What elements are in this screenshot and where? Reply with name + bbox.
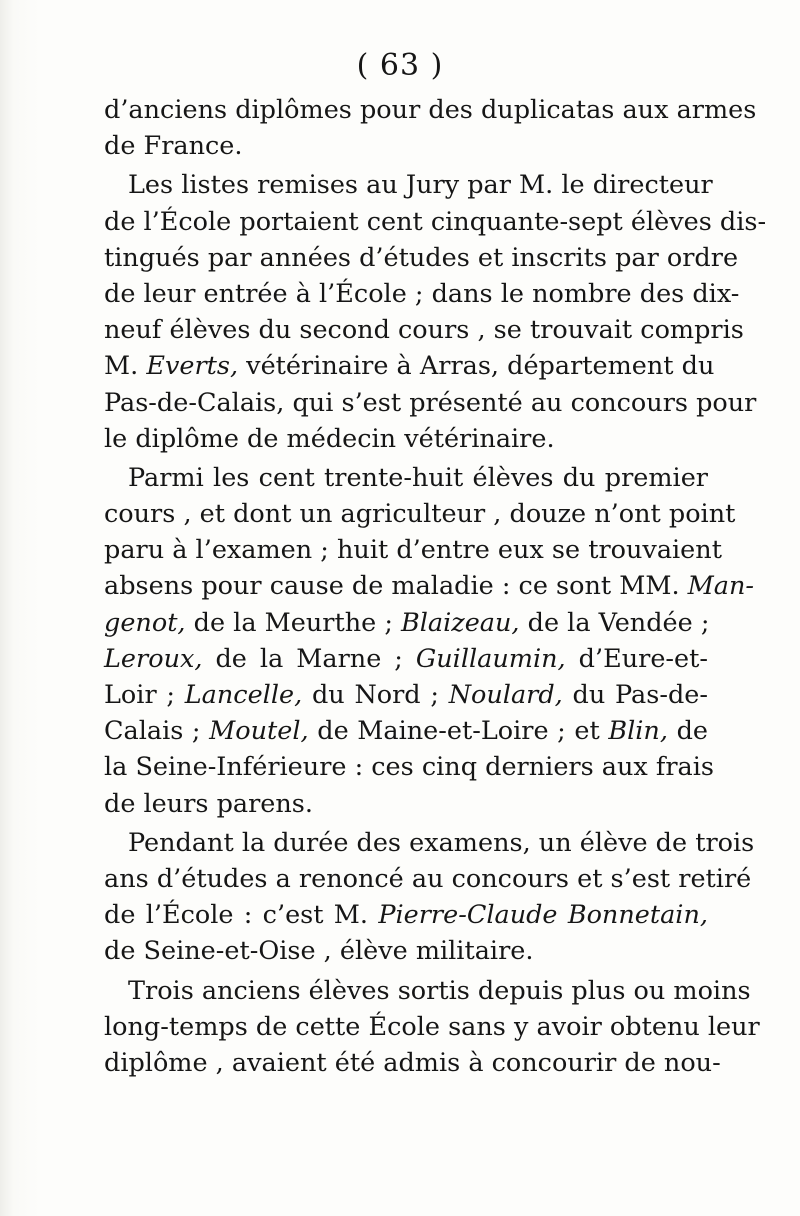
text-segment: Loir ; xyxy=(104,680,185,710)
italic-name: Leroux, xyxy=(104,643,203,674)
text-segment: absens pour cause de maladie : ce sont MM. xyxy=(104,571,688,602)
text-line xyxy=(104,861,752,897)
text-line xyxy=(104,605,708,641)
text-line xyxy=(104,568,755,604)
text-line xyxy=(104,240,739,276)
text-line xyxy=(104,1009,760,1045)
text-line xyxy=(104,641,708,677)
italic-name: Guillaumin, xyxy=(415,643,566,674)
text-line xyxy=(104,460,708,496)
text-segment: d’Eure-et- xyxy=(565,643,708,674)
text-line xyxy=(104,312,744,348)
text-line xyxy=(104,897,708,933)
text-segment: d’anciens diplômes pour des duplicatas aux armes xyxy=(104,95,757,125)
text-line xyxy=(104,749,714,785)
body-text xyxy=(104,92,767,1081)
text-segment: de xyxy=(667,716,708,747)
text-line xyxy=(104,276,740,312)
italic-name: Everts, xyxy=(146,351,239,382)
text-line xyxy=(104,421,708,457)
text-segment: Pas-de-Calais, qui s’est présenté au concours pour xyxy=(104,387,757,418)
text-segment: Trois anciens élèves sortis depuis plus ou moins xyxy=(128,975,751,1006)
page-number: ( 63 ) xyxy=(356,48,444,83)
text-line xyxy=(104,348,715,384)
text-line xyxy=(104,167,713,203)
text-segment: de France. xyxy=(104,131,243,162)
text-segment: du Nord ; xyxy=(302,680,449,710)
text-line xyxy=(104,973,751,1009)
text-line xyxy=(104,128,708,164)
text-segment: de la Marne ; xyxy=(202,643,416,674)
text-segment: diplôme , avaient été admis à concourir de nou- xyxy=(104,1047,721,1078)
text-segment: paru à l’examen ; huit d’entre eux se trouvaient xyxy=(104,535,722,566)
text-segment: Pendant la durée des examens, un élève de trois xyxy=(128,827,755,858)
text-segment: du Pas-de- xyxy=(562,680,708,710)
text-segment: M. xyxy=(104,351,147,382)
text-line xyxy=(104,496,736,532)
text-line xyxy=(104,385,757,421)
text-segment: long-temps de cette École sans y avoir obtenu leur xyxy=(104,1011,760,1042)
text-segment: de leurs parens. xyxy=(104,788,313,819)
italic-name: Lancelle, xyxy=(184,680,303,710)
text-segment: Parmi les cent trente-huit élèves du premier xyxy=(128,462,708,493)
text-segment: de Maine-et-Loire ; et xyxy=(308,716,609,747)
italic-name: Noulard, xyxy=(448,680,563,710)
text-line xyxy=(104,825,755,861)
text-segment: cours , et dont un agriculteur , douze n’ont point xyxy=(104,499,736,530)
italic-name: Blaizeau, xyxy=(401,607,520,638)
text-segment: Les listes remises au Jury par M. le directeur xyxy=(128,170,713,201)
text-line xyxy=(104,933,708,969)
text-segment: Calais ; xyxy=(104,716,210,747)
text-segment: de Seine-et-Oise , élève militaire. xyxy=(104,936,534,967)
text-line xyxy=(104,786,708,822)
text-segment: de la Meurthe ; xyxy=(185,607,402,638)
text-line xyxy=(104,713,708,749)
text-segment: le diplôme de médecin vétérinaire. xyxy=(104,423,555,454)
text-segment: de la Vendée ; xyxy=(519,607,710,638)
italic-name: Man- xyxy=(687,571,755,602)
text-segment: la Seine-Inférieure : ces cinq derniers aux frais xyxy=(104,752,714,783)
text-segment: de leur entrée à l’École ; dans le nombre des dix- xyxy=(104,278,740,309)
text-line xyxy=(104,532,722,568)
text-segment: tingués par années d’études et inscrits par ordre xyxy=(104,242,739,273)
italic-name: Moutel, xyxy=(209,716,309,747)
text-segment: de l’École portaient cent cinquante-sept élèves dis- xyxy=(104,206,767,237)
italic-name: genot, xyxy=(104,607,186,638)
text-line xyxy=(104,92,757,128)
text-segment: de l’École : c’est M. xyxy=(104,900,379,931)
text-line xyxy=(104,1045,721,1081)
text-segment: ans d’études a renoncé au concours et s’est retiré xyxy=(104,863,752,894)
text-segment: vétérinaire à Arras, département du xyxy=(238,351,715,382)
text-line xyxy=(104,204,767,240)
text-segment: neuf élèves du second cours , se trouvait compris xyxy=(104,315,744,346)
italic-name: Blin, xyxy=(608,716,668,747)
italic-name: Pierre-Claude Bonnetain, xyxy=(378,900,708,931)
text-line xyxy=(104,677,708,713)
